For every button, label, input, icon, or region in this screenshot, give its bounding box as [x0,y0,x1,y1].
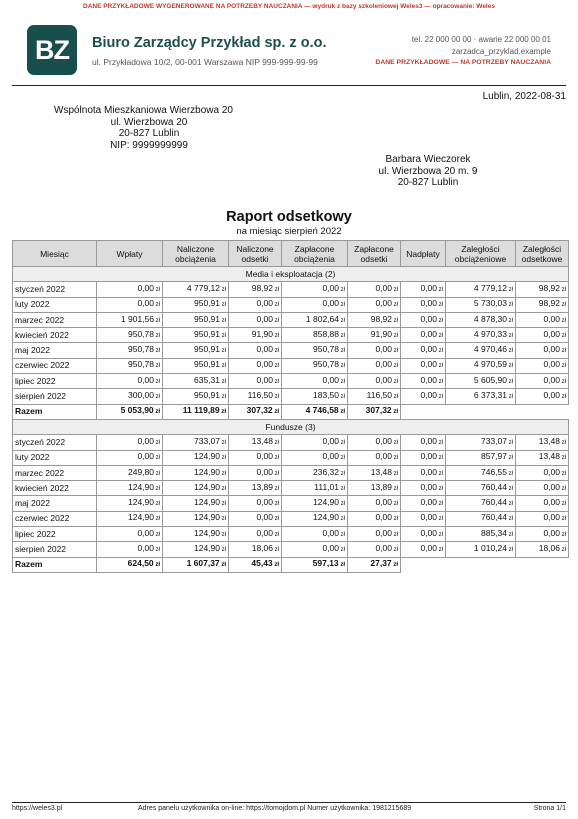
amount-cell: 124,90 zł [163,527,229,542]
month-cell: sierpień 2022 [13,542,97,557]
amount-cell: 13,48 zł [348,465,401,480]
section-header-row [13,419,569,434]
table-row [13,297,569,312]
sample-data-label: DANE PRZYKŁADOWE — NA POTRZEBY NAUCZANIA [375,59,551,66]
month-cell: marzec 2022 [13,465,97,480]
amount-cell: 307,32 zł [348,404,401,419]
table-row [13,435,569,450]
amount-cell: 0,00 zł [401,282,446,297]
amount-cell: 0,00 zł [97,282,163,297]
amount-cell: 98,92 zł [229,282,282,297]
amount-cell: 950,78 zł [97,343,163,358]
amount-cell: 0,00 zł [401,435,446,450]
amount-cell: 950,78 zł [282,343,348,358]
report-title: Raport odsetkowy [226,209,352,225]
amount-cell: 300,00 zł [97,389,163,404]
table-row [13,343,569,358]
amount-cell: 0,00 zł [97,527,163,542]
amount-cell: 0,00 zł [97,374,163,389]
company-address: ul. Przykładowa 10/2, 00-001 Warszawa NIP 999-999-99-99 [92,57,318,67]
table-row [13,374,569,389]
table-row [13,511,569,526]
amount-cell: 0,00 zł [282,435,348,450]
amount-cell: 124,90 zł [282,496,348,511]
amount-cell: 98,92 zł [348,312,401,327]
amount-cell: 18,06 zł [516,542,569,557]
amount-cell: 0,00 zł [401,465,446,480]
owner-block [370,154,486,189]
column-header: Naliczone obciążenia [163,241,229,267]
company-logo: BZ [27,25,77,75]
amount-cell: 0,00 zł [516,389,569,404]
amount-cell: 950,91 zł [163,358,229,373]
company-contact [331,34,551,69]
month-cell: styczeń 2022 [13,282,97,297]
amount-cell: 0,00 zł [516,465,569,480]
amount-cell: 0,00 zł [97,297,163,312]
amount-cell: 0,00 zł [229,374,282,389]
amount-cell: 950,78 zł [282,358,348,373]
amount-cell: 0,00 zł [401,542,446,557]
amount-cell: 760,44 zł [446,481,516,496]
amount-cell: 0,00 zł [229,527,282,542]
amount-cell: 6 373,31 zł [446,389,516,404]
table-row [13,542,569,557]
month-cell: lipiec 2022 [13,527,97,542]
amount-cell: 1 802,64 zł [282,312,348,327]
amount-cell: 597,13 zł [282,557,348,572]
amount-cell: 0,00 zł [348,435,401,450]
owner-line: Barbara Wieczorek [385,154,471,165]
amount-cell: 950,91 zł [163,328,229,343]
month-cell: kwiecień 2022 [13,481,97,496]
column-header: Zaległości odsetkowe [516,241,569,267]
amount-cell: 0,00 zł [348,358,401,373]
amount-cell: 124,90 zł [163,542,229,557]
recipient-line: ul. Wierzbowa 20 [110,116,188,128]
amount-cell: 0,00 zł [348,343,401,358]
month-cell: marzec 2022 [13,312,97,327]
amount-cell: 0,00 zł [348,282,401,297]
amount-cell: 116,50 zł [229,389,282,404]
amount-cell: 858,88 zł [282,328,348,343]
empty-cell [446,557,516,572]
month-cell: sierpień 2022 [13,389,97,404]
table-row [13,481,569,496]
total-row [13,404,569,419]
amount-cell: 1 901,56 zł [97,312,163,327]
amount-cell: 624,50 zł [97,557,163,572]
section-title: Media i eksploatacja (2) [13,267,569,282]
table-row [13,358,569,373]
table-row [13,450,569,465]
amount-cell: 0,00 zł [516,481,569,496]
amount-cell: 124,90 zł [97,496,163,511]
month-cell: kwiecień 2022 [13,328,97,343]
amount-cell: 0,00 zł [229,450,282,465]
amount-cell: 5 053,90 zł [97,404,163,419]
amount-cell: 111,01 zł [282,481,348,496]
amount-cell: 950,91 zł [163,389,229,404]
amount-cell: 124,90 zł [163,481,229,496]
recipient-line: NIP: 9999999999 [110,139,188,151]
amount-cell: 124,90 zł [163,496,229,511]
amount-cell: 0,00 zł [401,297,446,312]
amount-cell: 0,00 zł [401,312,446,327]
amount-cell: 746,55 zł [446,465,516,480]
amount-cell: 0,00 zł [516,511,569,526]
amount-cell: 124,90 zł [163,465,229,480]
amount-cell: 27,37 zł [348,557,401,572]
amount-cell: 0,00 zł [348,374,401,389]
table-row [13,312,569,327]
amount-cell: 0,00 zł [229,358,282,373]
interest-report-table [12,240,569,573]
company-phone: tel. 22 000 00 00 · awarie 22 000 00 01 [411,35,551,44]
amount-cell: 950,91 zł [163,312,229,327]
amount-cell: 733,07 zł [163,435,229,450]
footer-page-number: Strona 1/1 [533,805,566,812]
amount-cell: 0,00 zł [229,297,282,312]
amount-cell: 4 970,33 zł [446,328,516,343]
amount-cell: 0,00 zł [282,450,348,465]
amount-cell: 0,00 zł [97,450,163,465]
amount-cell: 0,00 zł [229,465,282,480]
amount-cell: 0,00 zł [348,542,401,557]
amount-cell: 0,00 zł [516,374,569,389]
amount-cell: 4 878,30 zł [446,312,516,327]
empty-cell [516,404,569,419]
amount-cell: 13,48 zł [229,435,282,450]
amount-cell: 116,50 zł [348,389,401,404]
month-cell: czerwiec 2022 [13,511,97,526]
column-header: Wpłaty [97,241,163,267]
amount-cell: 4 779,12 zł [163,282,229,297]
total-label: Razem [13,557,97,572]
amount-cell: 0,00 zł [282,282,348,297]
amount-cell: 0,00 zł [401,450,446,465]
amount-cell: 249,80 zł [97,465,163,480]
table-row [13,282,569,297]
month-cell: maj 2022 [13,343,97,358]
amount-cell: 0,00 zł [401,374,446,389]
amount-cell: 45,43 zł [229,557,282,572]
amount-cell: 0,00 zł [282,374,348,389]
amount-cell: 857,97 zł [446,450,516,465]
amount-cell: 0,00 zł [348,450,401,465]
amount-cell: 91,90 zł [348,328,401,343]
month-cell: luty 2022 [13,450,97,465]
amount-cell: 0,00 zł [229,312,282,327]
amount-cell: 13,48 zł [516,435,569,450]
amount-cell: 18,06 zł [229,542,282,557]
recipient-line: Wspólnota Mieszkaniowa Wierzbowa 20 [54,105,233,116]
amount-cell: 950,78 zł [97,358,163,373]
amount-cell: 0,00 zł [401,496,446,511]
amount-cell: 0,00 zł [229,511,282,526]
table-row [13,496,569,511]
column-header: Miesiąc [13,241,97,267]
amount-cell: 0,00 zł [516,358,569,373]
amount-cell: 0,00 zł [516,312,569,327]
amount-cell: 98,92 zł [516,297,569,312]
amount-cell: 183,50 zł [282,389,348,404]
amount-cell: 13,48 zł [516,450,569,465]
amount-cell: 0,00 zł [401,527,446,542]
company-name: Biuro Zarządcy Przykład sp. z o.o. [92,35,327,51]
amount-cell: 4 970,46 zł [446,343,516,358]
amount-cell: 0,00 zł [97,542,163,557]
empty-cell [401,557,446,572]
amount-cell: 307,32 zł [229,404,282,419]
amount-cell: 1 607,37 zł [163,557,229,572]
amount-cell: 0,00 zł [348,511,401,526]
table-row [13,465,569,480]
amount-cell: 733,07 zł [446,435,516,450]
amount-cell: 4 746,58 zł [282,404,348,419]
empty-cell [516,557,569,572]
column-header: Zaległości obciążeniowe [446,241,516,267]
amount-cell: 950,91 zł [163,343,229,358]
document-date: Lublin, 2022-08-31 [482,91,566,102]
amount-cell: 5 730,03 zł [446,297,516,312]
amount-cell: 0,00 zł [516,328,569,343]
amount-cell: 0,00 zł [229,496,282,511]
amount-cell: 0,00 zł [516,343,569,358]
amount-cell: 124,90 zł [97,511,163,526]
report-subtitle: na miesiąc sierpień 2022 [236,226,342,237]
section-title: Fundusze (3) [13,419,569,434]
header-divider [12,85,566,86]
amount-cell: 0,00 zł [401,358,446,373]
amount-cell: 0,00 zł [348,297,401,312]
amount-cell: 0,00 zł [282,297,348,312]
owner-line: ul. Wierzbowa 20 m. 9 [378,165,478,177]
column-header: Zapłacone odsetki [348,241,401,267]
recipient-block [54,105,244,151]
month-cell: styczeń 2022 [13,435,97,450]
amount-cell: 0,00 zł [516,527,569,542]
amount-cell: 885,34 zł [446,527,516,542]
empty-cell [446,404,516,419]
amount-cell: 0,00 zł [97,435,163,450]
month-cell: lipiec 2022 [13,374,97,389]
table-header-row [13,241,569,267]
amount-cell: 760,44 zł [446,511,516,526]
column-header: Nadpłaty [401,241,446,267]
amount-cell: 1 010,24 zł [446,542,516,557]
amount-cell: 760,44 zł [446,496,516,511]
amount-cell: 0,00 zł [348,527,401,542]
amount-cell: 0,00 zł [516,496,569,511]
owner-line: 20-827 Lublin [397,177,459,188]
amount-cell: 0,00 zł [401,343,446,358]
amount-cell: 236,32 zł [282,465,348,480]
amount-cell: 950,78 zł [97,328,163,343]
footer-divider [12,802,566,803]
amount-cell: 124,90 zł [163,450,229,465]
column-header: Naliczone odsetki [229,241,282,267]
month-cell: czerwiec 2022 [13,358,97,373]
total-row [13,557,569,572]
table-row [13,527,569,542]
table-row [13,328,569,343]
sample-data-notice: DANE PRZYKŁADOWE WYGENEROWANE NA POTRZEBY NAUCZANIA — wydruk z bazy szkoleniowej Weles3 — opracowanie: Weles [83,3,495,10]
amount-cell: 13,89 zł [348,481,401,496]
amount-cell: 635,31 zł [163,374,229,389]
section-header-row [13,267,569,282]
amount-cell: 98,92 zł [516,282,569,297]
amount-cell: 0,00 zł [282,527,348,542]
amount-cell: 0,00 zł [348,496,401,511]
amount-cell: 0,00 zł [401,328,446,343]
amount-cell: 11 119,89 zł [163,404,229,419]
amount-cell: 950,91 zł [163,297,229,312]
recipient-line: 20-827 Lublin [118,128,180,139]
footer-website: https://weles3.pl [12,805,63,812]
amount-cell: 5 605,90 zł [446,374,516,389]
total-label: Razem [13,404,97,419]
company-email: zarzadca_przyklad.example [451,46,551,56]
amount-cell: 0,00 zł [401,481,446,496]
amount-cell: 0,00 zł [229,343,282,358]
amount-cell: 124,90 zł [97,481,163,496]
month-cell: maj 2022 [13,496,97,511]
footer-panel-info: Adres panelu użytkownika on-line: https://tomojdom.pl Numer użytkownika: 1981215689 [138,805,412,812]
amount-cell: 124,90 zł [282,511,348,526]
amount-cell: 0,00 zł [401,389,446,404]
amount-cell: 124,90 zł [163,511,229,526]
month-cell: luty 2022 [13,297,97,312]
empty-cell [401,404,446,419]
amount-cell: 4 970,59 zł [446,358,516,373]
amount-cell: 0,00 zł [401,511,446,526]
amount-cell: 4 779,12 zł [446,282,516,297]
amount-cell: 91,90 zł [229,328,282,343]
amount-cell: 0,00 zł [282,542,348,557]
column-header: Zapłacone obciążenia [282,241,348,267]
table-row [13,389,569,404]
amount-cell: 13,89 zł [229,481,282,496]
